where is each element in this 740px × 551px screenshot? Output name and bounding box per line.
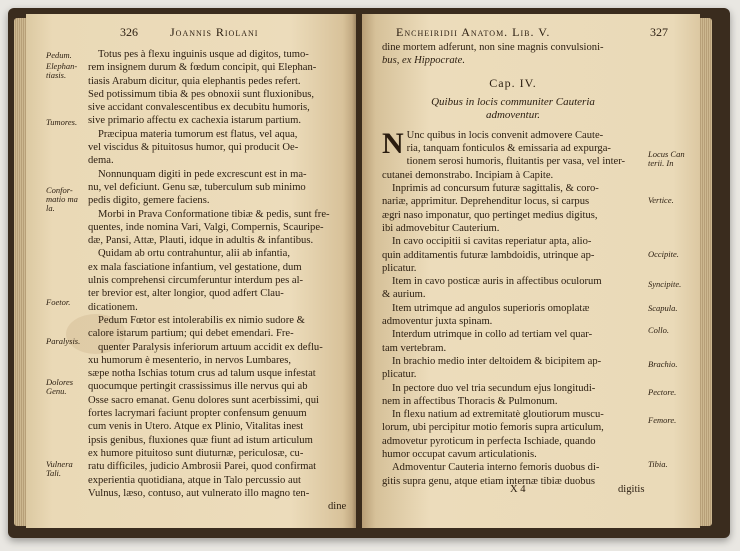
- chapter-heading: Cap. IV.: [489, 75, 537, 90]
- catchword-right: digitis: [618, 484, 645, 495]
- catchword-left: dine: [328, 501, 347, 512]
- text-line: dema.: [88, 155, 114, 167]
- running-head-left: Joannis Riolani: [170, 25, 259, 39]
- text-line: plicatur.: [382, 262, 417, 274]
- text-line: dæ, Pansi, Attæ, Plauti, idque in adultis & infantibus.: [88, 235, 314, 247]
- left-body-text: [88, 48, 352, 500]
- text-line: & aurium.: [382, 289, 426, 301]
- margin-note: Femore.: [648, 415, 677, 425]
- text-line: Unc quibus in locis convenit admovere Caute-: [406, 129, 604, 141]
- text-line: tiasis Arabum dicitur, quia elephantis pedes refert.: [88, 75, 301, 87]
- left-page: [26, 14, 356, 528]
- drop-cap: N: [382, 126, 404, 160]
- margin-note: Pectore.: [648, 387, 677, 397]
- text-line: fortes lacrymari faciunt propter confensum genuum: [88, 408, 307, 420]
- text-line: cutanei demonstrabo. Incipiam à Capite.: [382, 169, 554, 181]
- text-line: vel viscidus & pituitosus humor, qui producit Oe-: [88, 142, 299, 154]
- text-line: ex humore pituitoso sunt diuturnæ, periculosæ, cu-: [88, 447, 304, 459]
- text-line: quenter Paralysis inferiorum artuum accidit ex deflu-: [98, 341, 323, 353]
- chapter-subtitle: admoventur.: [485, 108, 541, 121]
- text-line: nariæ, apprimitur. Deprehenditur locus, si carpus: [382, 196, 590, 208]
- page-number-left: 326: [120, 25, 138, 39]
- margin-note: Confor- matio ma la.: [46, 185, 78, 213]
- signature-mark: X 4: [510, 484, 526, 495]
- text-line: pedis digito, gemere faciens.: [88, 195, 210, 207]
- margin-note: Dolores Genu.: [46, 377, 74, 396]
- text-line: Morbi in Prava Conformatione tibiæ & pedis, sunt fre-: [98, 208, 330, 220]
- margin-note: Locus Can terii. In: [648, 149, 685, 168]
- text-line: Item in cavo posticæ auris in affectibus oculorum: [392, 276, 602, 288]
- text-line: calore istarum partium; qui debet emendari. Fre-: [88, 328, 294, 340]
- right-top-text: [382, 41, 644, 488]
- text-line: quentes, inde nomina Vari, Valgi, Compernis, Scauripe-: [88, 221, 324, 233]
- text-line: ex mala fasciatione infantium, vel gestatione, dum: [88, 261, 302, 273]
- margin-note: Brachio.: [648, 359, 678, 369]
- text-line: nem in affectibus Thoracis & Pulmonum.: [382, 395, 558, 407]
- margin-note: Syncipite.: [648, 279, 682, 289]
- text-line: ulnis comprehensi circumferuntur interdum pes al-: [88, 275, 304, 287]
- text-line: gitis supra genu, atque etiam internæ tibiæ duobus: [382, 475, 596, 487]
- text-line: ter brevior est, alter longior, quod adfert Clau-: [88, 288, 284, 300]
- margin-note: Vulnera Tali.: [46, 459, 73, 478]
- margin-note: Tumores.: [46, 117, 78, 127]
- text-line: quocumque pertingit crassissimus ille nervus qui ab: [88, 381, 308, 393]
- text-line: dine mortem adferunt, non sine magnis convulsioni-: [382, 42, 604, 53]
- text-line: Sed potissimum tibia & pes obnoxii sunt fluxionibus,: [88, 88, 315, 100]
- text-line: humor occupat cavum articulationis.: [382, 449, 537, 461]
- text-line: Quidam ab ortu contrahuntur, alii ab infantia,: [98, 248, 290, 260]
- text-line: xu humorum è mesenterio, in nervos Lumbares,: [88, 354, 291, 366]
- margin-note: Vertice.: [648, 195, 674, 205]
- text-line: ipsis genibus, fluxiones quæ fiunt ad istum articulum: [88, 434, 313, 446]
- margin-note: Elephan- tiasis.: [46, 61, 78, 80]
- text-line: experientia quotidiana, atque in Talo percussio aut: [88, 474, 301, 486]
- margin-note: Collo.: [648, 325, 670, 335]
- margin-note: Pedum.: [46, 50, 72, 60]
- margin-note: Tibia.: [648, 459, 668, 469]
- text-line: In cavo occipitii si cavitas reperiatur apta, alio-: [392, 236, 592, 248]
- text-line: ibi admovebitur Cauterium.: [382, 222, 500, 234]
- text-line: Pedum Fœtor est intolerabilis ex nimio sudore &: [98, 314, 305, 326]
- page-number-right: 327: [650, 25, 668, 39]
- text-line: plicatur.: [382, 369, 417, 381]
- text-line: bus, ex Hippocrate.: [382, 55, 465, 67]
- text-line: Inprimis ad concursum futuræ sagittalis, & coro-: [392, 183, 599, 195]
- text-line: Nonnunquam digiti in pede excrescunt est in ma-: [98, 168, 307, 180]
- margin-note: Scapula.: [648, 303, 678, 313]
- text-line: cum venis in Utero. Atque ex Plinio, Vitalitas inest: [88, 421, 304, 433]
- text-line: ria, tanquam fonticulos & emissaria ad expurga-: [406, 143, 611, 155]
- text-line: Item utrimque ad angulos superioris omoplatæ: [392, 302, 590, 314]
- text-line: dicationem.: [88, 301, 138, 313]
- running-head-right: Encheiridii Anatom. Lib. V.: [396, 25, 551, 39]
- text-line: sæpe notha Ischias totum crus ad talum usque infestat: [88, 368, 316, 380]
- text-line: Totus pes à flexu inguinis usque ad digitos, tumo-: [98, 49, 309, 60]
- right-page: [362, 14, 700, 528]
- margin-note: Foetor.: [46, 297, 71, 307]
- page-edges-right: [698, 18, 712, 526]
- text-line: Admoventur Cauteria interno femoris duobus di-: [392, 462, 600, 474]
- text-line: quin additamentis futuræ lambdoidis, utrinque ap-: [382, 249, 595, 261]
- text-line: lorum, ubi percipitur motio femoris supra articulum,: [382, 422, 604, 434]
- text-line: Osse sacro emanat. Genu dolores sunt acerbissimi, qui: [88, 394, 319, 406]
- text-line: sive primario affectu ex cachexia istarum partium.: [88, 115, 302, 127]
- text-line: admoventur juxta spinam.: [382, 316, 493, 328]
- text-line: ratu difficiles, judicio Ambrosii Parei, quod confirmat: [88, 461, 317, 473]
- margin-note: Paralysis.: [46, 336, 81, 346]
- text-line: tionem serosi humoris, fluitantis per vasa, vel inter-: [406, 156, 626, 168]
- text-line: In pectore duo vel tria secundum ejus longitudi-: [392, 382, 596, 394]
- text-line: Vulnus, læso, contuso, aut vulnerato illo magno ten-: [88, 487, 310, 499]
- text-line: admovetur pyroticum in perfecta Ischiade, quando: [382, 435, 596, 447]
- text-line: ægri naso imponatur, quo pertinget medius digitus,: [382, 209, 598, 221]
- text-line: rem insignem durum & fœdum concipit, qui Elephan-: [88, 62, 317, 74]
- text-line: Interdum utrimque in collo ad tertiam vel quar-: [392, 329, 593, 341]
- text-line: Præcipua materia tumorum est flatus, vel aqua,: [98, 128, 298, 140]
- right-body-text: [382, 126, 644, 488]
- margin-note: Occipite.: [648, 249, 679, 259]
- text-line: nu, vel deficiunt. Genu sæ, tuberculum sub minimo: [88, 181, 306, 193]
- text-line: tam vertebram.: [382, 342, 447, 354]
- text-line: sive accidant convalescentibus ex decubitu humoris,: [88, 102, 310, 114]
- text-line: In brachio medio inter deltoidem & bicipitem ap-: [392, 355, 602, 367]
- chapter-subtitle: Quibus in locis communiter Cauteria: [431, 95, 595, 108]
- text-line: In flexu natium ad extremitatè gloutiorum muscu-: [392, 409, 604, 421]
